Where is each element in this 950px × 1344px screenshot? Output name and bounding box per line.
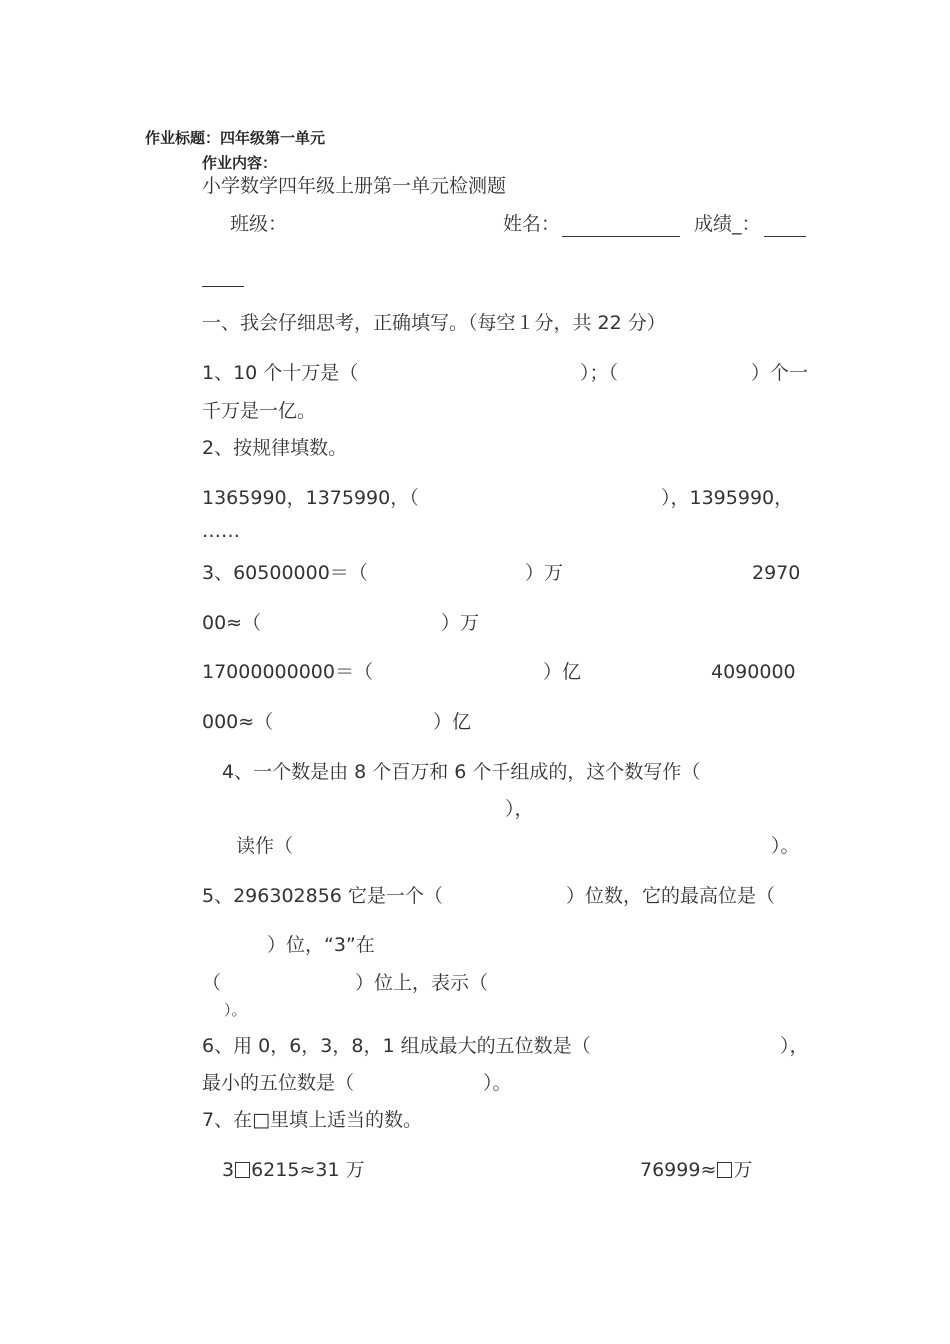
q3-a-mid: ）万 [525, 562, 564, 584]
q2-part-a: 1365990，1375990，（ [202, 487, 419, 509]
q3-c-left: 17000000000＝（ [202, 661, 373, 683]
q7-a-pre: 3 [222, 1159, 235, 1181]
q5-line2: ）位，“3”在 [267, 934, 375, 956]
q6-line2-b: ）。 [483, 1072, 512, 1094]
q7-b-post: 万 [733, 1159, 753, 1181]
q4-line3-b: ）。 [771, 835, 800, 857]
blank-square-icon[interactable] [235, 1162, 250, 1178]
q1-part-a: 1、10 个十万是（ [202, 362, 359, 384]
q4-line1: 4、一个数是由 8 个百万和 6 个千组成的，这个数写作（ [222, 761, 701, 783]
q1-part-b: ）；（ [580, 362, 619, 384]
q5-line3-b: ）位上，表示（ [355, 972, 489, 994]
blank-square-icon[interactable] [717, 1162, 732, 1178]
q2-prompt: 2、按规律填数。 [202, 437, 348, 459]
q1-part-c: ）个一 [751, 362, 809, 384]
q6-line1-b: ）， [780, 1035, 809, 1057]
q2-line2: …… [202, 520, 240, 542]
q2-part-b: ），1395990， [661, 487, 794, 509]
q5-line3-a: （ [202, 972, 222, 994]
score-blank-continued[interactable] [202, 268, 244, 287]
q3-c-right: 4090000 [711, 661, 796, 683]
q7-a-post: 6215≈31 万 [251, 1159, 365, 1181]
q3-b-mid: ）万 [441, 612, 480, 634]
q4-line2: ）， [505, 798, 534, 820]
q3-d-left: 000≈（ [202, 711, 274, 733]
q3-d-mid: ）亿 [433, 711, 472, 733]
q4-line3-a: 读作（ [236, 835, 294, 857]
name-label: 姓名： [503, 213, 561, 235]
q7-prompt: 7、在□里填上适当的数。 [202, 1109, 423, 1131]
q3-c-mid: ）亿 [543, 661, 582, 683]
class-label: 班级： [230, 213, 288, 235]
q5-line4: ）。 [224, 1001, 247, 1019]
score-blank[interactable] [764, 218, 806, 237]
q7-b-pre: 76999≈ [640, 1159, 717, 1181]
document-title: 小学数学四年级上册第一单元检测题 [202, 175, 507, 197]
q3-a-left: 3、60500000＝（ [202, 562, 368, 584]
q3-a-right: 2970 [752, 562, 801, 584]
q7-item-b [640, 1158, 752, 1182]
q7-item-a [222, 1158, 365, 1182]
name-blank[interactable] [562, 218, 680, 237]
score-label: 成绩_： [694, 213, 761, 235]
q3-b-left: 00≈（ [202, 612, 262, 634]
q5-line1-a: 5、296302856 它是一个（ [202, 885, 443, 907]
section-1-heading: 一、我会仔细思考，正确填写。（每空１分，共 22 分） [202, 312, 666, 334]
assignment-content-label: 作业内容： [202, 154, 278, 172]
q5-line1-b: ）位数，它的最高位是（ [566, 885, 776, 907]
assignment-title: 作业标题：四年级第一单元 [145, 129, 326, 147]
q1-line2: 千万是一亿。 [202, 400, 317, 422]
q6-line1-a: 6、用 0，6，3，8，1 组成最大的五位数是（ [202, 1035, 591, 1057]
q6-line2-a: 最小的五位数是（ [202, 1072, 355, 1094]
